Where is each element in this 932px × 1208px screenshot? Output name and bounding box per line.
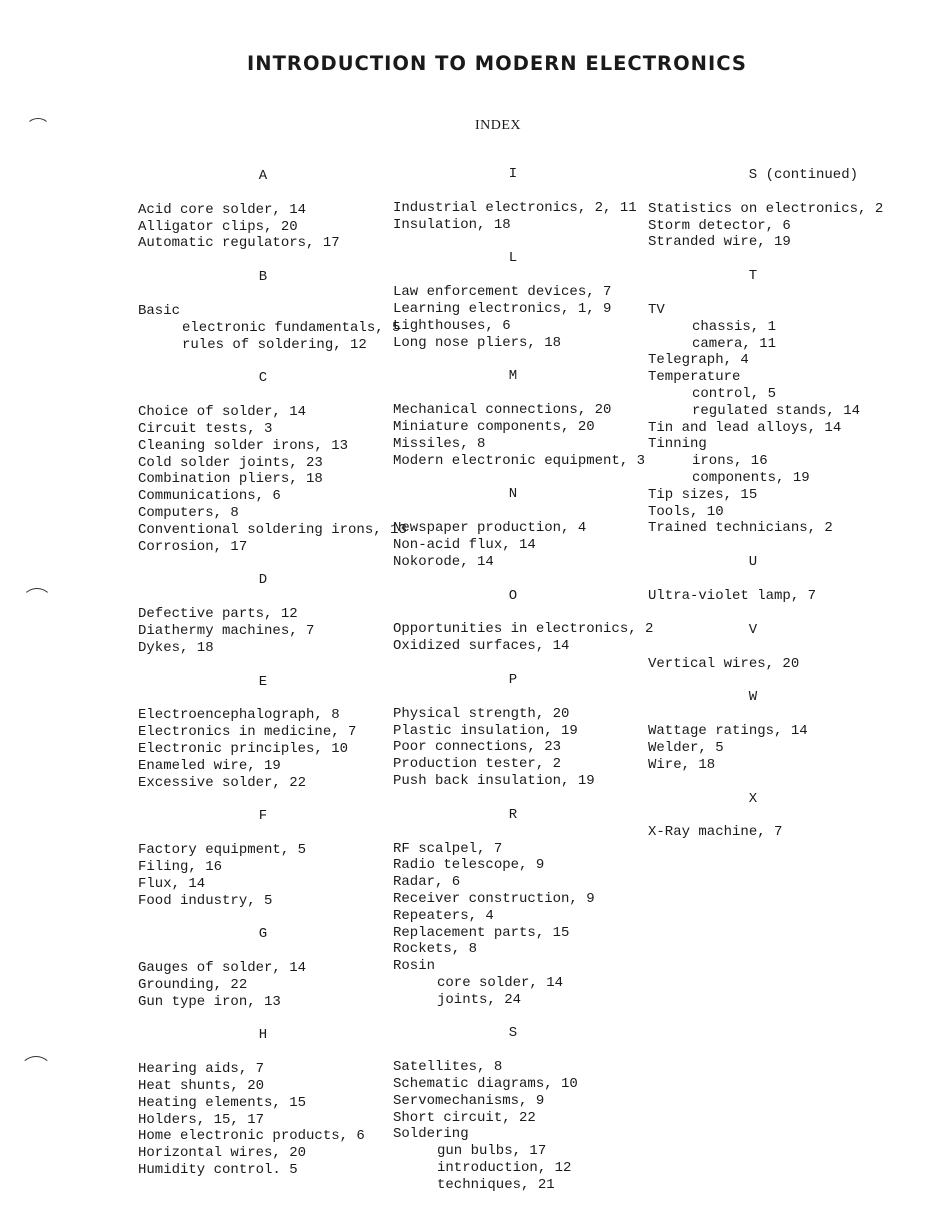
- index-entry: Storm detector, 6: [648, 217, 791, 234]
- index-entry: Telegraph, 4: [648, 352, 749, 369]
- index-entry: Circuit tests, 3: [138, 420, 273, 437]
- index-subentry: gun bulbs, 17: [437, 1143, 547, 1160]
- index-entry: Long nose pliers, 18: [393, 334, 562, 351]
- index-entry: Communications, 6: [138, 488, 281, 505]
- page-title: INTRODUCTION TO MODERN ELECTRONICS: [247, 52, 747, 75]
- index-subentry: techniques, 21: [437, 1176, 555, 1193]
- index-entry: Heating elements, 15: [138, 1094, 307, 1111]
- section-letter: P: [508, 671, 518, 688]
- index-subentry: components, 19: [692, 469, 810, 486]
- section-letter: E: [258, 673, 268, 690]
- index-entry: Stranded wire, 19: [648, 234, 791, 251]
- section-letter: T: [748, 268, 758, 285]
- section-letter: I: [508, 166, 518, 182]
- index-entry: Push back insulation, 19: [393, 772, 595, 789]
- section-letter: N: [508, 486, 518, 503]
- index-entry: Lighthouses, 6: [393, 317, 511, 334]
- index-entry: Poor connections, 23: [393, 739, 562, 756]
- index-entry: Basic: [138, 302, 181, 319]
- index-entry: Insulation, 18: [393, 216, 511, 233]
- index-entry: Temperature: [648, 369, 741, 386]
- index-entry: RF scalpel, 7: [393, 840, 503, 857]
- index-entry: Tools, 10: [648, 503, 724, 520]
- section-letter: F: [258, 808, 268, 825]
- index-entry: Nokorode, 14: [393, 553, 494, 570]
- index-entry: Soldering: [393, 1126, 469, 1143]
- index-heading: INDEX: [474, 118, 522, 133]
- index-entry: Mechanical connections, 20: [393, 402, 612, 419]
- index-entry: Horizontal wires, 20: [138, 1145, 307, 1162]
- index-entry: Automatic regulators, 17: [138, 235, 340, 252]
- index-subentry: core solder, 14: [437, 974, 564, 991]
- index-subentry: joints, 24: [437, 991, 522, 1008]
- index-entry: Combination pliers, 18: [138, 471, 323, 488]
- index-entry: Grounding, 22: [138, 976, 248, 993]
- index-entry: Defective parts, 12: [138, 606, 298, 623]
- binder-hole-mark-bottom: [20, 1056, 52, 1084]
- section-letter: A: [258, 168, 268, 184]
- index-entry: Statistics on electronics, 2: [648, 200, 884, 217]
- binder-hole-mark-middle: [22, 588, 52, 614]
- index-entry: Miniature components, 20: [393, 418, 595, 435]
- section-letter: G: [258, 926, 268, 943]
- section-letter: V: [748, 621, 758, 638]
- index-entry: Opportunities in electronics, 2: [393, 621, 654, 638]
- index-entry: Radio telescope, 9: [393, 857, 545, 874]
- index-entry: Conventional soldering irons, 13: [138, 521, 407, 538]
- index-subentry: rules of soldering, 12: [182, 336, 367, 353]
- index-entry: Repeaters, 4: [393, 907, 494, 924]
- index-entry: Gun type iron, 13: [138, 993, 281, 1010]
- index-column-1: [138, 168, 407, 1179]
- index-entry: Wattage ratings, 14: [648, 723, 808, 740]
- index-entry: Choice of solder, 14: [138, 404, 307, 421]
- index-entry: Corrosion, 17: [138, 538, 248, 555]
- index-entry: Factory equipment, 5: [138, 842, 307, 859]
- section-letter: W: [748, 689, 758, 706]
- section-letter: O: [508, 587, 518, 604]
- index-entry: Receiver construction, 9: [393, 890, 595, 907]
- index-entry: Rosin: [393, 958, 436, 975]
- index-entry: Computers, 8: [138, 504, 239, 521]
- index-column-2: [393, 166, 654, 1194]
- index-entry: Flux, 14: [138, 875, 206, 892]
- index-entry: Gauges of solder, 14: [138, 960, 307, 977]
- index-entry: Tip sizes, 15: [648, 486, 758, 503]
- index-entry: Heat shunts, 20: [138, 1078, 265, 1095]
- index-subentry: irons, 16: [692, 453, 768, 470]
- index-entry: Cleaning solder irons, 13: [138, 437, 349, 454]
- index-entry: Filing, 16: [138, 858, 223, 875]
- section-letter: M: [508, 368, 518, 385]
- index-subentry: control, 5: [692, 385, 777, 402]
- index-entry: Trained technicians, 2: [648, 520, 833, 537]
- index-entry: Alligator clips, 20: [138, 218, 298, 235]
- index-subentry: regulated stands, 14: [692, 402, 861, 419]
- index-entry: Electronic principles, 10: [138, 740, 349, 757]
- index-entry: Servomechanisms, 9: [393, 1092, 545, 1109]
- index-subentry: electronic fundamentals, 5: [182, 319, 401, 336]
- section-letter: X: [748, 790, 758, 807]
- index-entry: Vertical wires, 20: [648, 655, 800, 672]
- index-entry: Plastic insulation, 19: [393, 722, 578, 739]
- index-entry: Hearing aids, 7: [138, 1061, 265, 1078]
- index-entry: Humidity control. 5: [138, 1162, 298, 1179]
- index-entry: Law enforcement devices, 7: [393, 284, 612, 301]
- index-entry: Holders, 15, 17: [138, 1111, 265, 1128]
- index-entry: Learning electronics, 1, 9: [393, 300, 612, 317]
- index-entry: Radar, 6: [393, 874, 461, 891]
- index-entry: X-Ray machine, 7: [648, 824, 783, 841]
- index-entry: Production tester, 2: [393, 756, 562, 773]
- index-entry: Newspaper production, 4: [393, 520, 587, 537]
- section-letter: R: [508, 806, 518, 823]
- index-entry: Industrial electronics, 2, 11: [393, 199, 637, 216]
- section-letter: S (continued): [748, 167, 858, 183]
- index-entry: Diathermy machines, 7: [138, 622, 315, 639]
- index-entry: Schematic diagrams, 10: [393, 1076, 578, 1093]
- index-subentry: camera, 11: [692, 335, 777, 352]
- index-entry: Short circuit, 22: [393, 1109, 536, 1126]
- index-subentry: introduction, 12: [437, 1160, 572, 1177]
- index-entry: Home electronic products, 6: [138, 1128, 365, 1145]
- index-entry: Excessive solder, 22: [138, 774, 307, 791]
- index-entry: Non-acid flux, 14: [393, 536, 536, 553]
- index-entry: Tinning: [648, 436, 707, 453]
- index-entry: Cold solder joints, 23: [138, 454, 323, 471]
- index-entry: Food industry, 5: [138, 892, 273, 909]
- section-letter: B: [258, 269, 268, 286]
- index-entry: Electroencephalograph, 8: [138, 707, 340, 724]
- binder-hole-mark-top: [26, 118, 50, 138]
- index-entry: Modern electronic equipment, 3: [393, 452, 646, 469]
- section-letter: D: [258, 572, 268, 589]
- index-entry: Enameled wire, 19: [138, 757, 281, 774]
- index-entry: TV: [648, 301, 665, 318]
- index-entry: Satellites, 8: [393, 1059, 503, 1076]
- index-entry: Ultra-violet lamp, 7: [648, 587, 817, 604]
- index-entry: Welder, 5: [648, 739, 724, 756]
- index-entry: Wire, 18: [648, 756, 716, 773]
- index-entry: Rockets, 8: [393, 941, 478, 958]
- section-letter: C: [258, 370, 268, 387]
- index-entry: Acid core solder, 14: [138, 201, 307, 218]
- index-entry: Replacement parts, 15: [393, 924, 570, 941]
- index-entry: Missiles, 8: [393, 435, 486, 452]
- index-entry: Oxidized surfaces, 14: [393, 638, 570, 655]
- section-letter: H: [258, 1027, 268, 1044]
- index-subentry: chassis, 1: [692, 318, 777, 335]
- index-entry: Physical strength, 20: [393, 705, 570, 722]
- section-letter: L: [508, 250, 518, 267]
- section-letter: U: [748, 554, 758, 571]
- index-entry: Electronics in medicine, 7: [138, 724, 357, 741]
- section-letter: S: [508, 1025, 518, 1042]
- index-entry: Tin and lead alloys, 14: [648, 419, 842, 436]
- index-entry: Dykes, 18: [138, 639, 214, 656]
- index-column-3: [648, 167, 884, 841]
